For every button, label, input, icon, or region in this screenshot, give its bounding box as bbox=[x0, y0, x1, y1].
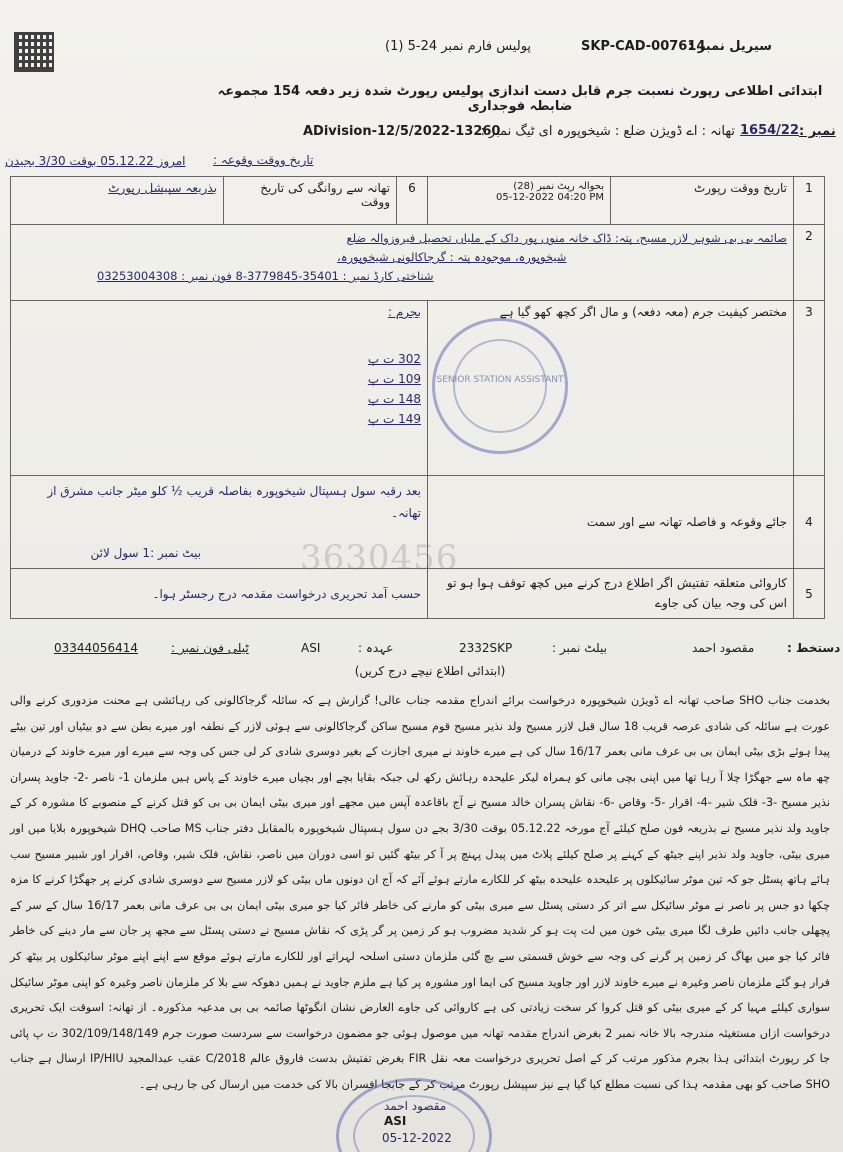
row-5-number: 5 bbox=[794, 569, 825, 619]
complainant-line-1: صائمہ بی بی شوہر لازر مسیح، پتہ: ڈاک خانہ منوں پور داک کے ملیاں تحصیل فیروزوالہ ضلع bbox=[346, 231, 787, 245]
row-crime bbox=[11, 301, 825, 476]
crime-label: مختصر کیفیت جرم (معہ دفعہ) و مال اگر کچھ کھو گیا ہے bbox=[499, 305, 787, 319]
section-title: (ابتدائی اطلاع نیچے درج کریں) bbox=[354, 664, 506, 678]
row-6-number: 6 bbox=[397, 177, 428, 225]
beat-number: بیٹ نمبر :1 سول لائن bbox=[90, 546, 201, 560]
row-4-number: 4 bbox=[794, 476, 825, 569]
station-stamp-icon bbox=[432, 318, 568, 454]
row-3-number: 3 bbox=[794, 301, 825, 476]
report-time-label: تاریخ ووقت رپورٹ bbox=[693, 181, 787, 195]
watermark-number: 3630456 bbox=[300, 538, 459, 578]
crime-section: 109 ت پ bbox=[367, 372, 421, 386]
dispatch-label: تھانہ سے روانگی کی تاریخ ووقت bbox=[260, 181, 390, 209]
station-details: تھانہ : اے ڈویژن ضلع : شیخوپورہ ای ٹیگ نمبر : bbox=[480, 124, 735, 139]
row-1-number: 1 bbox=[794, 177, 825, 225]
row-report-time bbox=[11, 177, 825, 225]
document-title: ابتدائی اطلاعی رپورٹ نسبت جرم قابل دست اندازی پولیس رپورٹ شدہ زیر دفعہ 154 مجموعہ ضابطہ فوجداری bbox=[217, 84, 823, 114]
belt-value: 2332SKP bbox=[459, 641, 513, 655]
signed-label: دستخط : bbox=[787, 641, 841, 655]
crime-section: 149 ت پ bbox=[367, 412, 421, 426]
row-complainant bbox=[11, 225, 825, 301]
stamp-text: SENIOR STATION ASSISTANT bbox=[436, 375, 564, 385]
phone-value: 03344056414 bbox=[54, 641, 138, 655]
crime-section: 302 ت پ bbox=[367, 352, 421, 366]
signoff-date: 05-12-2022 bbox=[382, 1131, 452, 1145]
rank-label: عہدہ : bbox=[358, 641, 394, 655]
belt-label: بیلٹ نمبر : bbox=[552, 641, 607, 655]
form-label: پولیس فارم نمبر 24-5 (1) bbox=[385, 39, 532, 54]
dispatch-method: بذریعہ سپیشل رپورٹ bbox=[108, 181, 217, 195]
crime-heading: بجرم : bbox=[388, 305, 421, 319]
occurrence-value: امروز 05.12.22 بوقت 3/30 بجیدن bbox=[5, 154, 186, 168]
crime-section: 148 ت پ bbox=[367, 392, 421, 406]
rank-value: ASI bbox=[301, 641, 321, 655]
occurrence-label: تاریخ ووقت وقوعہ : bbox=[213, 153, 314, 167]
place-label: جائے وقوعہ و فاصلہ تھانہ سے اور سمت bbox=[586, 515, 787, 529]
etag-number: ADivision-12/5/2022-13260 bbox=[303, 124, 501, 139]
complainant-line-3: شناختی کارڈ نمبر : 35401-3779845-8 فون نمبر : 03253004308 bbox=[97, 269, 434, 283]
place-of-occurrence: بعد رقبہ سول ہسپتال شیخوپورہ بفاصلہ قریب ½ کلو میٹر جانب مشرق از تھانہ۔ bbox=[47, 484, 421, 520]
signoff-name: مقصود احمد bbox=[384, 1099, 447, 1113]
signed-value: مقصود احمد bbox=[692, 641, 755, 655]
number-label: نمبر : bbox=[799, 124, 836, 139]
report-ref: بحوالہ رپٹ نمبر (28) bbox=[513, 181, 604, 192]
fir-body-text: بخدمت جناب SHO صاحب تھانہ اے ڈویژن شیخوپورہ درخواست برائے اندراج مقدمہ جناب عالی! گزارش ہے کہ سائلہ گرجاکالونی کی رہائشی ہے محنت مزدوری کرنے والی عورت ہے سائلہ کی شادی عرصہ قریب 18 سال قبل لازر مسیح ولد نذیر مسیح قوم مسیح ساکن گرجاکالونی سے ہوئی لازر کے نطفہ اور میرے بطن سے دو بیٹیاں اور تین بیٹے پیدا ہوئے بڑی بیٹی ایمان بی بی عرف مانی بعمر 16/17 سال کی ہے میرے خاوند نے میری اجازت کے بغیر دوسری شادی کر لی جس کی وجہ سے میرے اور میرے خاوند کے درمیان چھ ماہ سے جھگڑا چلا آ رہا تھا میں اپنی بچی مانی کو ہمراہ لیکر علیحدہ رہائش رکھ لی جبکہ بقایا بچے اور بچیاں میرے خاوند کے پاس ہیں ملزمان 1- ناصر -2- جاوید پسران نذیر مسیح -3- فلک شیر -4- اقرار -5- وقاص -6- نقاش پسران خالد مسیح نے آج باقاعدہ آپس میں مجھے اور میری بیٹی ایمان بی بی کو قتل کرنے کے منصوبے کا مشورہ کر کے جاوید ولد نذیر مسیح نے بذریعہ فون صلح کیلئے آج مورخہ 05.12.22 بوقت 3/30 بجے دن سول ہسپتال شیخوپورہ بالمقابل دفتر جناب MS صاحب DHQ شیخوپورہ بلایا میں اور میری بیٹی، جاوید ولد نذیر اپنے جیٹھ کے کہنے پر صلح کیلئے پلاٹ میں پیدل پہنچ پر آ کر بیٹھ گئیں تو اسی دوران میں ناصر، نقاش، فلک شیر، وقاص، اقرار اور شبیر مسیح سب ہائے ہاتھ پسٹل جو کہ تین موٹر سائیکلوں پر علیحدہ علیحدہ بیٹھ کر للکارے مارتے ہوئے آئے کہ آج ان دونوں ماں بیٹی کو لازر مسیح سے دوسری شادی کرنے پر جھگڑا کرنے کا مزہ چکھا دو جس پر ناصر نے موٹر سائیکل سے اتر کر دستی پسٹل سے میری بیٹی کو مارنے کی خاطر فائر کیا جو میری بیٹی ایمان بی بی عرف مانی بعمر 16/17 سال کے سر کے پچھلی جانب دائیں طرف لگا میری بیٹی خون میں لت پت ہو کر شدید مضروب ہو کر زمین پر گر پڑی کہ نقاش مسیح نے دستی پسٹل سے مجھ پر جان سے مار دینے کی خاطر فائر کیا جو میں بھاگ کر زمین پر گرنے کی وجہ سے خوش قسمتی سے بچ گئی ملزمان دستی اسلحہ لہراتے اور للکارے مارتے ہوئے موقع سے اپنے اپنے موٹر سائیکلوں پر بیٹھ کر فرار ہو گئے ملزمان ناصر وغیرہ نے میرے خاوند لازر اور جاوید مسیح کی ایما اور مشورہ پر کیا ہے ملزم جاوید نے ہمیں دھوکہ سے بلا کر ملزمان ناصر وغیرہ کو اپنی موٹر سائیکل سواری کیلئے مہیا کر کے میری بیٹی کو قتل کروا کر سخت زیادتی کی ہے کاروائی کی جاوے العارض نشان انگوٹھا صائمہ بی بی مدعیہ مذکورہ۔ از تھانہ: اسوقت ایک تحریری درخواست ازاں مستغیثہ مندرجہ بالا خانہ نمبر 2 بغرض اندراج مقدمہ تھانہ میں موصول ہوئی جو مضمون درخواست سے سردست صورت جرم 302/109/148/149 ت پ پائی جا کر رپورٹ ابتدائی ہذا بجرم مذکور مرتب کر کے اصل تحریری درخواست معہ نقل FIR بغرض تفتیش بدست فاروق عالم 2018/C عقب عبدالمجید IP/HIU ارسال ہے جناب SHO صاحب کو بھی مقدمہ ہذا کی نسبت مطلع کیا گیا ہے نیز سپیشل رپورٹ مرتب کر کے جابجا افسران بالا کی خدمت میں ارسال کی جا رہی ہے۔ bbox=[10, 694, 831, 1091]
number-value: 1654/22 bbox=[740, 123, 800, 138]
complainant-line-2: شیخوپورہ، موجودہ پتہ : گرجاکالونی شیخوپورہ، bbox=[337, 250, 567, 264]
action-label: کاروائی متعلقہ تفتیش اگر اطلاع درج کرنے میں کچھ توقف ہوا ہو تو اس کی وجہ بیان کی جاوے bbox=[447, 576, 787, 610]
phone-label: ٹیلی فون نمبر : bbox=[171, 641, 249, 655]
serial-label: سیریل نمبر : bbox=[688, 39, 772, 54]
action-taken: حسب آمد تحریری درخواست مقدمہ درج رجسٹر ہوا۔ bbox=[152, 586, 421, 601]
signoff-rank: ASI bbox=[384, 1114, 407, 1128]
report-datetime: 05-12-2022 04:20 PM bbox=[496, 192, 604, 203]
row-2-number: 2 bbox=[794, 225, 825, 301]
serial-number: SKP-CAD-007614 bbox=[581, 39, 706, 54]
qr-code-icon bbox=[14, 32, 54, 72]
